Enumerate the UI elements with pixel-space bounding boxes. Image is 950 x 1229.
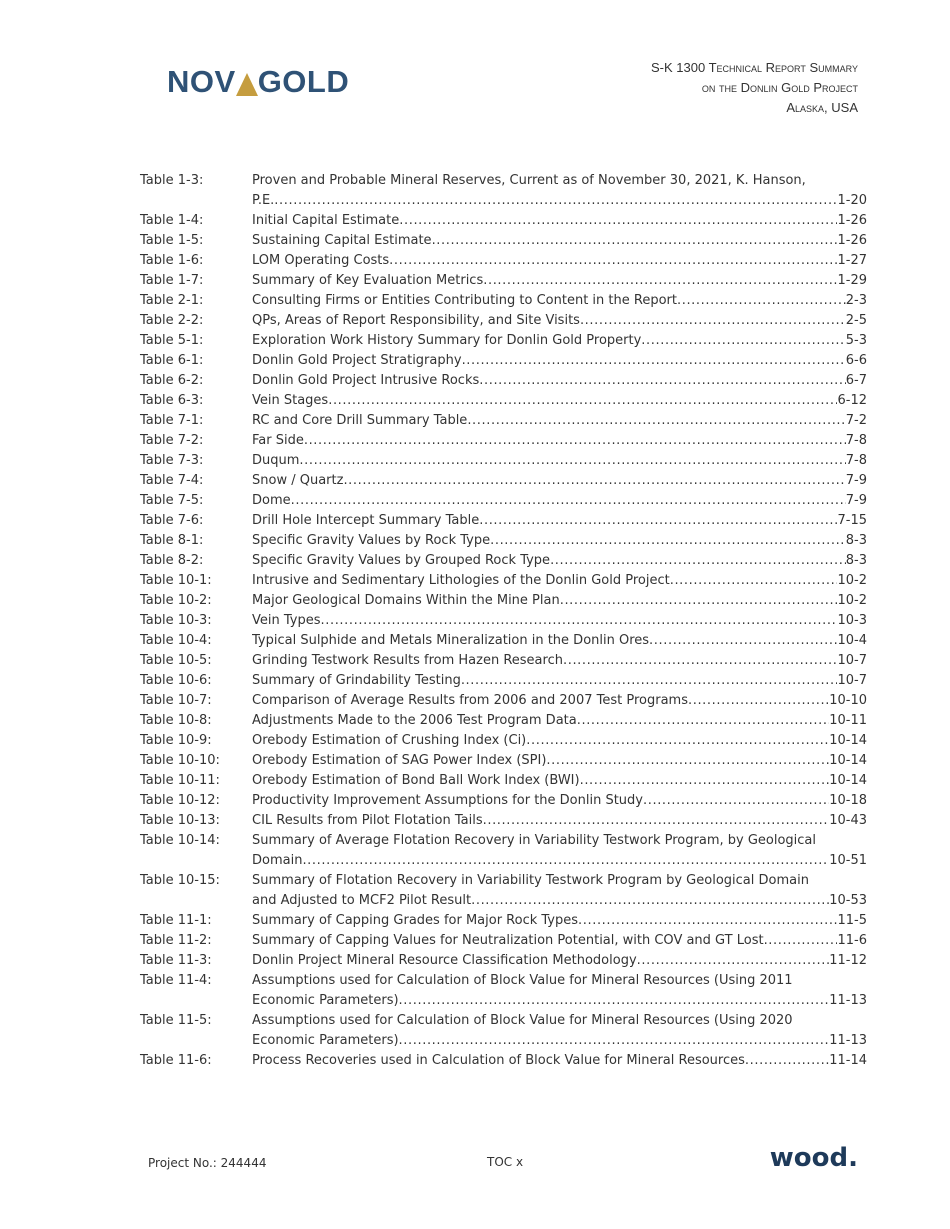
toc-dot-leader <box>432 231 838 251</box>
toc-entry-title: Grinding Testwork Results from Hazen Research <box>252 653 563 668</box>
toc-entry-number: Table 10-15: <box>140 873 220 888</box>
toc-entry-number: Table 6-3: <box>140 393 204 408</box>
toc-entry[interactable] <box>140 231 867 251</box>
toc-entry-number: Table 10-3: <box>140 613 212 628</box>
toc-dot-leader <box>399 991 830 1011</box>
toc-entry[interactable] <box>140 211 867 231</box>
toc-dot-leader <box>462 351 846 371</box>
toc-entry[interactable] <box>140 831 867 871</box>
toc-entry-title: Specific Gravity Values by Rock Type <box>252 533 491 548</box>
toc-dot-leader <box>328 391 837 411</box>
toc-dot-leader <box>641 331 845 351</box>
toc-dot-leader <box>343 471 845 491</box>
toc-dot-leader <box>291 491 846 511</box>
toc-entry-title: Vein Types <box>252 613 321 628</box>
toc-entry-page: 10-2 <box>837 573 867 588</box>
toc-entry-page: 1-26 <box>837 213 867 228</box>
toc-entry[interactable] <box>140 871 867 911</box>
toc-entry-page: 6-7 <box>845 373 867 388</box>
toc-entry-title: Adjustments Made to the 2006 Test Program Data <box>252 713 577 728</box>
toc-dot-leader <box>302 851 829 871</box>
toc-entry-number: Table 11-1: <box>140 913 212 928</box>
toc-entry-page: 10-7 <box>837 673 867 688</box>
toc-entry-title: Duqum <box>252 453 300 468</box>
toc-entry[interactable] <box>140 531 867 551</box>
toc-entry-number: Table 10-13: <box>140 813 220 828</box>
toc-entry-title: Donlin Gold Project Intrusive Rocks <box>252 373 480 388</box>
toc-entry-title: Summary of Capping Grades for Major Rock Types <box>252 913 579 928</box>
toc-entry-title: Snow / Quartz <box>252 473 344 488</box>
toc-entry-title: Intrusive and Sedimentary Lithologies of the Donlin Gold Project <box>252 573 670 588</box>
toc-entry-number: Table 10-12: <box>140 793 220 808</box>
toc-dot-leader <box>637 951 830 971</box>
toc-entry[interactable] <box>140 631 867 651</box>
novagold-logo <box>167 66 349 97</box>
toc-dot-leader <box>467 411 845 431</box>
page-number: TOC x <box>487 1155 524 1169</box>
toc-entry[interactable] <box>140 711 867 731</box>
wood-logo: wood. <box>769 1143 858 1173</box>
toc-entry-number: Table 2-2: <box>140 313 204 328</box>
toc-entry-title: Summary of Average Flotation Recovery in Variability Testwork Program, by Geological <box>252 833 817 848</box>
toc-entry-page: 10-53 <box>829 893 867 908</box>
toc-entry[interactable] <box>140 291 867 311</box>
toc-entry-title: Summary of Grindability Testing <box>252 673 461 688</box>
toc-dot-leader <box>649 631 837 651</box>
toc-entry-page: 7-8 <box>845 433 867 448</box>
toc-entry-page: 10-51 <box>829 853 867 868</box>
toc-entry-number: Table 1-7: <box>140 273 204 288</box>
toc-entry-page: 10-4 <box>837 633 867 648</box>
toc-entry-number: Table 10-6: <box>140 673 212 688</box>
toc-entry-number: Table 10-7: <box>140 693 212 708</box>
toc-entry-number: Table 8-1: <box>140 533 204 548</box>
toc-dot-leader <box>479 371 846 391</box>
toc-entry[interactable] <box>140 691 867 711</box>
toc-entry[interactable] <box>140 471 867 491</box>
toc-dot-leader <box>745 1051 829 1071</box>
logo-triangle-icon <box>236 73 258 96</box>
toc-entry-number: Table 6-1: <box>140 353 204 368</box>
toc-entry-page: 7-8 <box>845 453 867 468</box>
toc-entry-number: Table 6-2: <box>140 373 204 388</box>
toc-entry-number: Table 11-4: <box>140 973 212 988</box>
toc-entry-title: Economic Parameters) <box>252 993 399 1008</box>
toc-entry-page: 7-9 <box>845 493 867 508</box>
toc-entry[interactable] <box>140 951 867 971</box>
toc-entry[interactable] <box>140 351 867 371</box>
toc-entry-title: QPs, Areas of Report Responsibility, and Site Visits <box>252 313 580 328</box>
toc-entry-number: Table 7-2: <box>140 433 204 448</box>
toc-entry-title: LOM Operating Costs <box>252 253 390 268</box>
toc-entry-number: Table 2-1: <box>140 293 204 308</box>
toc-entry-number: Table 7-6: <box>140 513 204 528</box>
toc-entry-number: Table 10-9: <box>140 733 212 748</box>
toc-entry[interactable] <box>140 171 867 211</box>
toc-entry-page: 10-7 <box>837 653 867 668</box>
toc-entry[interactable] <box>140 551 867 571</box>
project-number: Project No.: 244444 <box>148 1156 267 1170</box>
toc-dot-leader <box>483 271 837 291</box>
toc-entry-title: CIL Results from Pilot Flotation Tails <box>252 813 483 828</box>
toc-entry-page: 10-18 <box>829 793 867 808</box>
toc-entry[interactable] <box>140 731 867 751</box>
toc-dot-leader <box>580 771 830 791</box>
toc-entry[interactable] <box>140 771 867 791</box>
toc-entry-title: Process Recoveries used in Calculation of Block Value for Mineral Resources <box>252 1053 745 1068</box>
toc-entry-title: Proven and Probable Mineral Reserves, Current as of November 30, 2021, K. Hanson, <box>252 173 806 188</box>
toc-entry-title: Donlin Gold Project Stratigraphy <box>252 353 462 368</box>
toc-entry[interactable] <box>140 331 867 351</box>
toc-entry[interactable] <box>140 671 867 691</box>
report-header <box>651 58 858 118</box>
toc-entry-number: Table 10-4: <box>140 633 212 648</box>
toc-entry-page: 10-43 <box>829 813 867 828</box>
toc-entry-page: 10-14 <box>829 733 867 748</box>
toc-dot-leader <box>490 531 846 551</box>
toc-entry-number: Table 1-4: <box>140 213 204 228</box>
toc-entry-page: 8-3 <box>845 553 867 568</box>
toc-entry[interactable] <box>140 971 867 1011</box>
toc-entry-title: Summary of Flotation Recovery in Variability Testwork Program by Geological Domain <box>252 873 809 888</box>
toc-dot-leader <box>471 891 829 911</box>
toc-entry-page: 1-26 <box>837 233 867 248</box>
toc-entry-page: 1-27 <box>837 253 867 268</box>
toc-dot-leader <box>578 911 837 931</box>
toc-entry-title: Specific Gravity Values by Grouped Rock Type <box>252 553 551 568</box>
toc-entry[interactable] <box>140 931 867 951</box>
toc-dot-leader <box>321 611 838 631</box>
toc-entry-page: 11-13 <box>829 1033 867 1048</box>
toc-entry-title: Orebody Estimation of SAG Power Index (SPI) <box>252 753 547 768</box>
toc-dot-leader <box>483 811 830 831</box>
toc-entry-page: 10-3 <box>837 613 867 628</box>
toc-entry[interactable] <box>140 611 867 631</box>
toc-entry-number: Table 8-2: <box>140 553 204 568</box>
toc-dot-leader <box>643 791 829 811</box>
toc-entry-page: 11-5 <box>837 913 867 928</box>
toc-entry-title: Major Geological Domains Within the Mine Plan <box>252 593 560 608</box>
toc-entry-title: Summary of Capping Values for Neutralization Potential, with COV and GT Lost <box>252 933 764 948</box>
toc-dot-leader <box>764 931 838 951</box>
toc-entry[interactable] <box>140 1011 867 1051</box>
toc-entry-page: 1-20 <box>837 193 867 208</box>
toc-entry-title: Economic Parameters) <box>252 1033 399 1048</box>
toc-entry-number: Table 1-3: <box>140 173 204 188</box>
toc-entry[interactable] <box>140 511 867 531</box>
toc-dot-leader <box>563 651 838 671</box>
toc-entry-title: RC and Core Drill Summary Table <box>252 413 468 428</box>
header-title-line2: on the Donlin Gold Project <box>701 80 858 95</box>
toc-entry-title: Summary of Key Evaluation Metrics <box>252 273 484 288</box>
toc-entry-title: Donlin Project Mineral Resource Classification Methodology <box>252 953 637 968</box>
toc-dot-leader <box>677 291 846 311</box>
toc-entry-title: Typical Sulphide and Metals Mineralization in the Donlin Ores <box>252 633 650 648</box>
toc-entry[interactable] <box>140 751 867 771</box>
toc-entry[interactable] <box>140 791 867 811</box>
toc-entry-page: 10-2 <box>837 593 867 608</box>
toc-entry-number: Table 10-2: <box>140 593 212 608</box>
toc-dot-leader <box>304 431 846 451</box>
toc-entry-title: P.E. <box>252 193 275 208</box>
toc-entry-title: Productivity Improvement Assumptions for the Donlin Study <box>252 793 643 808</box>
toc-dot-leader <box>688 691 829 711</box>
toc-dot-leader <box>479 511 837 531</box>
toc-entry-number: Table 7-4: <box>140 473 204 488</box>
toc-entry-title: Comparison of Average Results from 2006 and 2007 Test Programs <box>252 693 688 708</box>
toc-entry[interactable] <box>140 411 867 431</box>
toc-entry-page: 7-15 <box>837 513 867 528</box>
toc-entry-page: 10-14 <box>829 773 867 788</box>
toc-entry-title: Assumptions used for Calculation of Block Value for Mineral Resources (Using 2020 <box>252 1013 793 1028</box>
header-title-line1: S-K 1300 Technical Report Summary <box>651 60 858 75</box>
toc-entry-page: 6-12 <box>837 393 867 408</box>
toc-entry-title: Initial Capital Estimate <box>252 213 400 228</box>
toc-dot-leader <box>461 671 838 691</box>
toc-entry-page: 11-6 <box>837 933 867 948</box>
toc-entry-number: Table 10-10: <box>140 753 220 768</box>
toc-entry-title: Drill Hole Intercept Summary Table <box>252 513 480 528</box>
toc-entry-title: Orebody Estimation of Crushing Index (Ci) <box>252 733 527 748</box>
toc-entry-title: Vein Stages <box>252 393 329 408</box>
toc-entry-number: Table 11-6: <box>140 1053 212 1068</box>
toc-entry[interactable] <box>140 371 867 391</box>
toc-entry[interactable] <box>140 1051 867 1071</box>
toc-entry-title: Consulting Firms or Entities Contributing to Content in the Report <box>252 293 677 308</box>
toc-dot-leader <box>670 571 838 591</box>
toc-entry-title: Sustaining Capital Estimate <box>252 233 432 248</box>
toc-entry-page: 7-9 <box>845 473 867 488</box>
toc-entry-number: Table 1-5: <box>140 233 204 248</box>
toc-dot-leader <box>299 451 845 471</box>
toc-dot-leader <box>389 251 837 271</box>
toc-entry-title: Assumptions used for Calculation of Block Value for Mineral Resources (Using 2011 <box>252 973 793 988</box>
toc-entry-page: 5-3 <box>845 333 867 348</box>
toc-entry[interactable] <box>140 571 867 591</box>
toc-entry-title: Domain <box>252 853 303 868</box>
toc-entry[interactable] <box>140 491 867 511</box>
toc-entry[interactable] <box>140 251 867 271</box>
toc-entry-page: 10-14 <box>829 753 867 768</box>
logo-text-left: NOV <box>167 64 236 99</box>
toc-entry-number: Table 1-6: <box>140 253 204 268</box>
toc-entry[interactable] <box>140 591 867 611</box>
toc-entry-page: 7-2 <box>845 413 867 428</box>
toc-entry-number: Table 10-14: <box>140 833 220 848</box>
toc-entry-number: Table 11-3: <box>140 953 212 968</box>
toc-entry[interactable] <box>140 811 867 831</box>
toc-entry-number: Table 7-1: <box>140 413 204 428</box>
toc-dot-leader <box>399 211 837 231</box>
toc-entry[interactable] <box>140 911 867 931</box>
toc-entry[interactable] <box>140 431 867 451</box>
toc-entry-number: Table 5-1: <box>140 333 204 348</box>
toc-dot-leader <box>580 311 846 331</box>
toc-entry-number: Table 10-5: <box>140 653 212 668</box>
toc-entry-title: Far Side <box>252 433 304 448</box>
toc-dot-leader <box>577 711 829 731</box>
toc-entry-page: 11-14 <box>829 1053 867 1068</box>
toc-dot-leader <box>550 551 846 571</box>
toc-entry-page: 10-11 <box>829 713 867 728</box>
toc-entry-page: 10-10 <box>829 693 867 708</box>
toc-dot-leader <box>274 191 837 211</box>
toc-entry-page: 1-29 <box>837 273 867 288</box>
toc-entry[interactable] <box>140 311 867 331</box>
header-title-line3: Alaska, USA <box>786 100 858 115</box>
toc-entry-number: Table 10-11: <box>140 773 220 788</box>
toc-entry-page: 8-3 <box>845 533 867 548</box>
toc-entry-number: Table 10-1: <box>140 573 212 588</box>
toc-entry-title: Exploration Work History Summary for Donlin Gold Property <box>252 333 642 348</box>
toc-entry[interactable] <box>140 391 867 411</box>
toc-entry[interactable] <box>140 271 867 291</box>
logo-text-right: GOLD <box>257 64 350 99</box>
toc-entry-number: Table 11-5: <box>140 1013 212 1028</box>
toc-entry-page: 2-3 <box>845 293 867 308</box>
toc-entry-number: Table 7-5: <box>140 493 204 508</box>
toc-entry-number: Table 7-3: <box>140 453 204 468</box>
toc-entry-page: 2-5 <box>845 313 867 328</box>
toc-entry-title: and Adjusted to MCF2 Pilot Result <box>252 893 472 908</box>
toc-dot-leader <box>546 751 829 771</box>
toc-dot-leader <box>560 591 838 611</box>
toc-entry[interactable] <box>140 651 867 671</box>
toc-entry-page: 6-6 <box>845 353 867 368</box>
toc-entry-page: 11-13 <box>829 993 867 1008</box>
toc-entry-title: Orebody Estimation of Bond Ball Work Index (BWI) <box>252 773 580 788</box>
toc-dot-leader <box>399 1031 830 1051</box>
table-of-contents <box>140 171 867 1071</box>
toc-dot-leader <box>526 731 829 751</box>
toc-entry[interactable] <box>140 451 867 471</box>
toc-entry-number: Table 10-8: <box>140 713 212 728</box>
toc-entry-title: Dome <box>252 493 291 508</box>
toc-entry-page: 11-12 <box>829 953 867 968</box>
toc-entry-number: Table 11-2: <box>140 933 212 948</box>
